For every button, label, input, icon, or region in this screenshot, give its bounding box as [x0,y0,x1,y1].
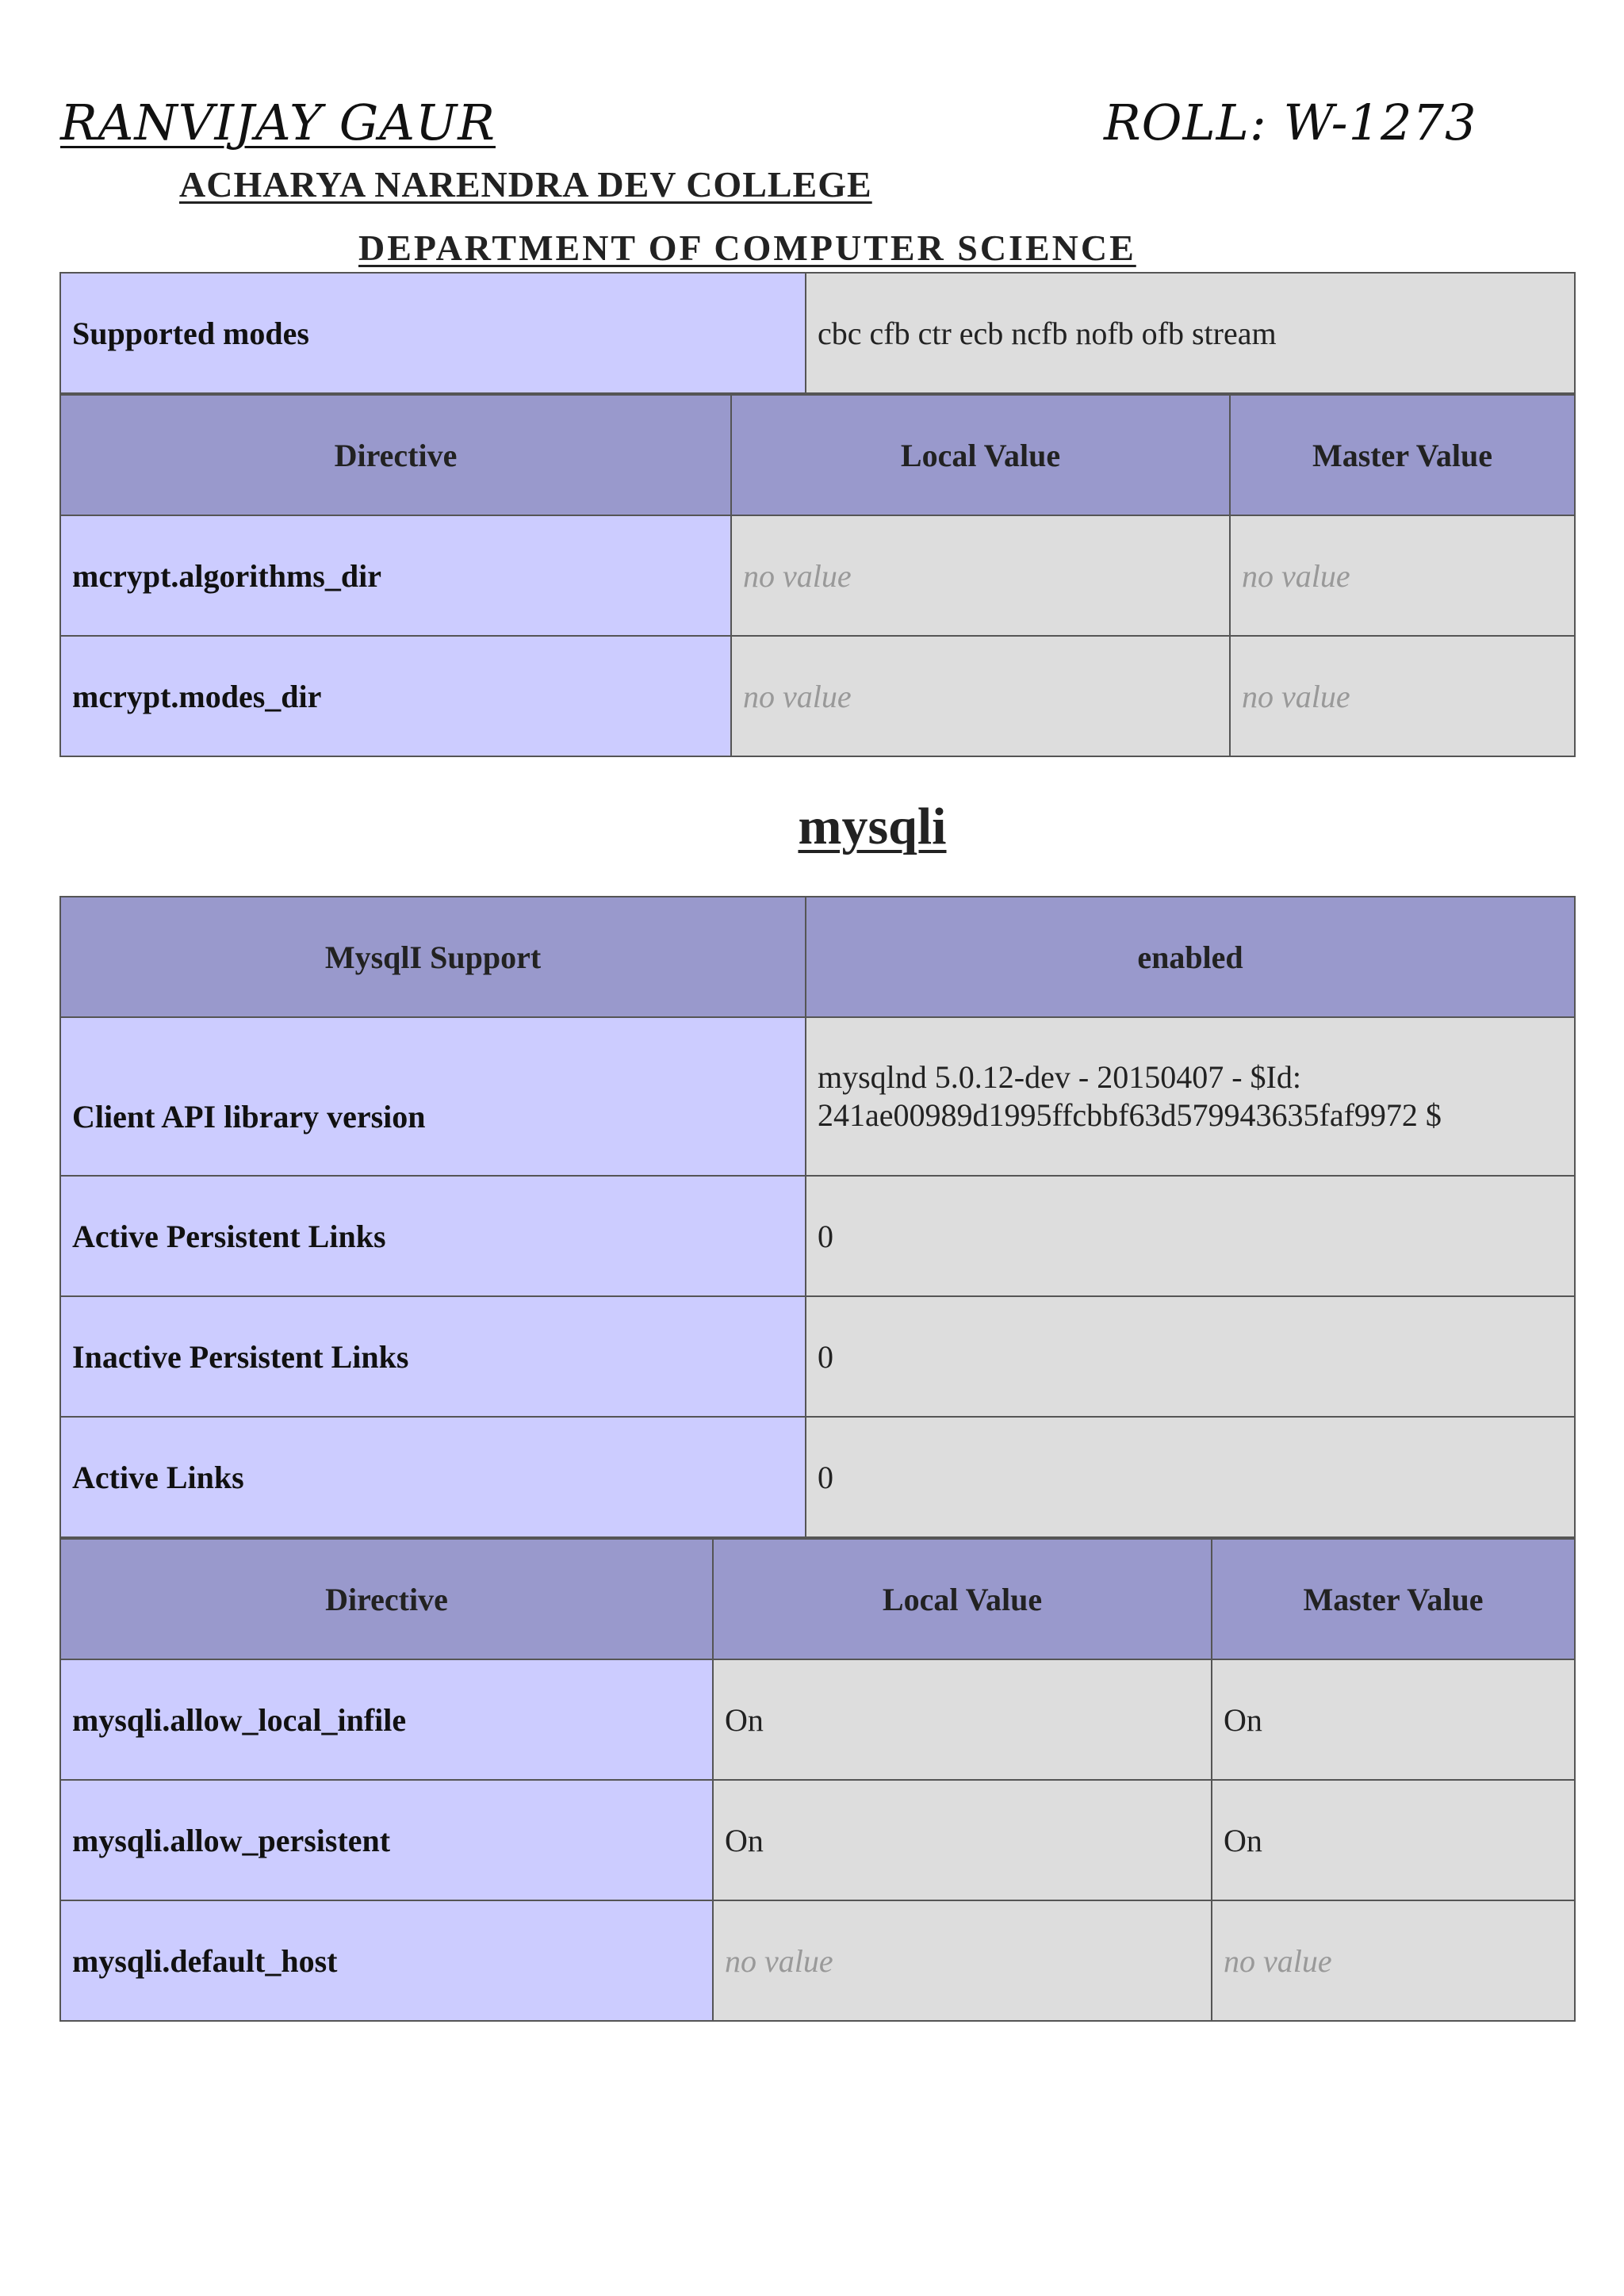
info-value: 0 [806,1296,1575,1417]
directive-name: mysqli.allow_persistent [60,1780,713,1900]
table-row [60,1659,1575,1780]
local-value: no value [731,636,1230,756]
table-row [60,1176,1575,1296]
table-row [60,1417,1575,1537]
master-value: no value [1230,636,1575,756]
info-value: 0 [806,1417,1575,1537]
roll-number: ROLL: W-1273 [1104,94,1477,151]
master-value: no value [1212,1900,1575,2021]
header-master-value: Master Value [1230,395,1575,515]
local-value: On [713,1780,1212,1900]
master-value: On [1212,1780,1575,1900]
directive-name: mysqli.default_host [60,1900,713,2021]
student-name: RANVIJAY GAUR [60,94,496,151]
header-directive: Directive [60,1539,713,1659]
directive-name: mcrypt.modes_dir [60,636,731,756]
header-enabled: enabled [806,897,1575,1017]
local-value: no value [731,515,1230,636]
header-mysqli-support: MysqlI Support [60,897,806,1017]
directive-name: mcrypt.algorithms_dir [60,515,731,636]
table-row [60,1900,1575,2021]
supported-modes-label: Supported modes [60,273,806,393]
table-row [60,1296,1575,1417]
info-label: Client API library version [60,1017,806,1176]
table-row [60,1780,1575,1900]
header-master-value: Master Value [1212,1539,1575,1659]
table-row [60,273,1575,393]
info-label: Inactive Persistent Links [60,1296,806,1417]
table-header-row [60,1539,1575,1659]
mcrypt-directives-table [59,394,1576,757]
info-label: Active Persistent Links [60,1176,806,1296]
master-value: no value [1230,515,1575,636]
college-name: ACHARYA NARENDRA DEV COLLEGE [179,164,872,205]
header-local-value: Local Value [713,1539,1212,1659]
directive-name: mysqli.allow_local_infile [60,1659,713,1780]
table-row [60,636,1575,756]
info-value: 0 [806,1176,1575,1296]
local-value: On [713,1659,1212,1780]
mcrypt-modes-table [59,272,1576,394]
header-local-value: Local Value [731,395,1230,515]
table-header-row [60,395,1575,515]
local-value: no value [713,1900,1212,2021]
mysqli-info-table [59,896,1576,1538]
table-row [60,1017,1575,1176]
header-directive: Directive [60,395,731,515]
table-row [60,515,1575,636]
mysqli-directives-table [59,1538,1576,2022]
section-title-mysqli: mysqli [798,798,947,855]
department-name: DEPARTMENT OF COMPUTER SCIENCE [358,228,1136,268]
table-header-row [60,897,1575,1017]
info-value: mysqlnd 5.0.12-dev - 20150407 - $Id: 241ae00989d1995ffcbbf63d579943635faf9972 $ [806,1017,1575,1176]
master-value: On [1212,1659,1575,1780]
info-label: Active Links [60,1417,806,1537]
supported-modes-value: cbc cfb ctr ecb ncfb nofb ofb stream [806,273,1575,393]
